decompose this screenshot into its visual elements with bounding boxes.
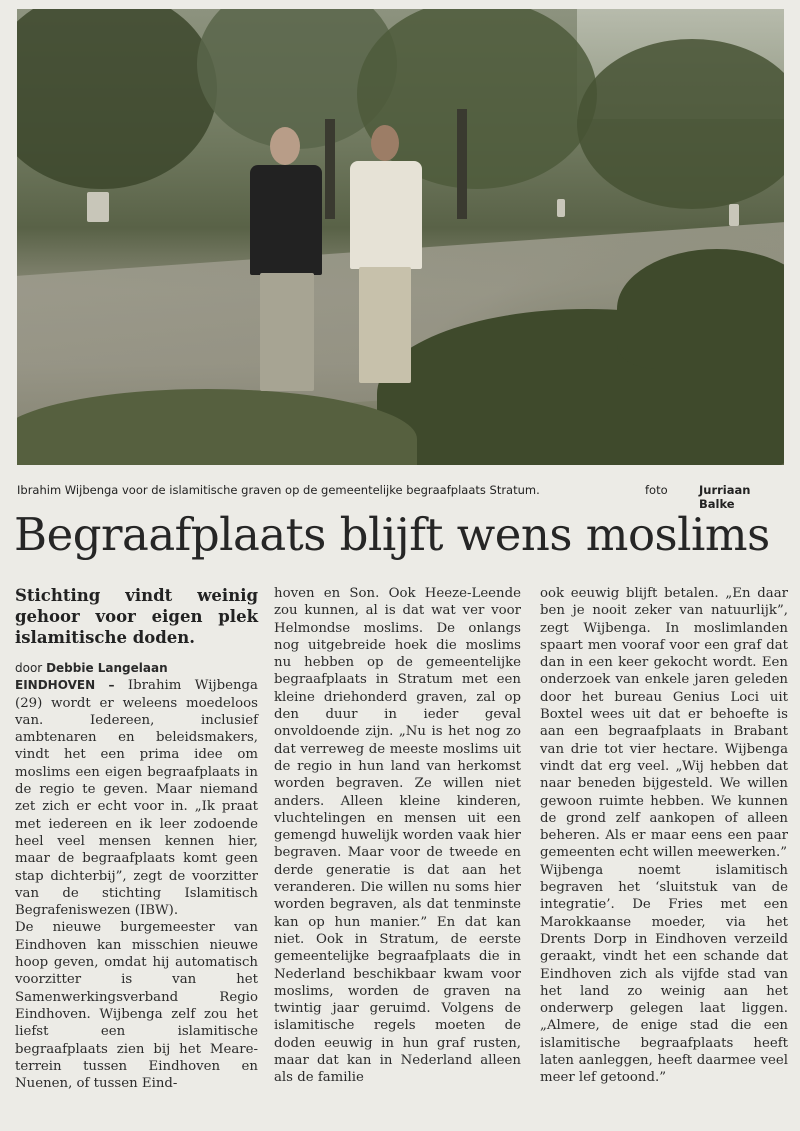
paragraph: De nieuwe burgemeester van Eindhoven kan misschien nieuwe hoop geven, omdat hij automatisch voorzitter is van het Samenwerkingsverband Regio Eindhoven. Wijbenga zelf zou het liefst een islamitische begraafplaats zien bij het Meare-terrein tussen Eindhoven en Nuenen, of tussen Eind- — [15, 920, 258, 1092]
photo-gravestone — [557, 199, 565, 217]
article-photo — [17, 9, 784, 465]
byline — [15, 660, 258, 677]
photo-trunk — [457, 109, 467, 219]
photo-credit-label: foto — [645, 483, 668, 497]
caption-text: Ibrahim Wijbenga voor de islamitische graven op de gemeentelijke begraafplaats Stratum. — [17, 483, 540, 497]
photo-gravestone — [729, 204, 739, 226]
photo-person-left — [242, 127, 332, 397]
byline-prefix: door — [15, 661, 43, 675]
photo-tree — [17, 9, 217, 189]
article-column-2 — [274, 585, 521, 1087]
paragraph — [15, 677, 258, 919]
headline: Begraafplaats blijft wens moslims — [14, 508, 770, 561]
paragraph: hoven en Son. Ook Heeze-Leende zou kunnen, al is dat wat ver voor Helmondse moslims. De onlangs nog uitgebreide hoek die moslims nu hebben op de gemeentelijke begraafplaats in Stratum met een kleine driehonderd graven, zal op den duur in ieder geval onvoldoende zijn. „Nu is het nog zo dat verreweg de meeste moslims uit de regio in hun land van herkomst worden begraven. Ze willen niet anders. Alleen kleine kinderen, vluchtelingen en mensen uit een gemengd huwelijk worden vaak hier begraven. Maar voor de tweede en derde generatie is dat aan het veranderen. Die willen nu soms hier worden begraven, als dat tenminste kan op hun manier.” En dat kan niet. Ook in Stratum, de eerste gemeentelijke begraafplaats die in Nederland beschikbaar kwam voor moslims, worden de graven na twintig jaar geruimd. Volgens de islamitische regels moeten de doden eeuwig in hun graf rusten, maar dat kan in Nederland alleen als de familie — [274, 586, 521, 1086]
byline-author: Debbie Langelaan — [46, 661, 168, 675]
photo-tree — [577, 39, 784, 209]
dateline: EINDHOVEN – — [15, 678, 115, 693]
photo-caption — [17, 483, 784, 511]
paragraph: Wijbenga noemt islamitisch begraven het ‘sluitstuk van de integratie’. De Fries met een Marokkaanse moeder, via het Drents Dorp in Eindhoven verzeild geraakt, vindt het een schande dat Eindhoven zich als vijfde stad van het land zo weinig aan het onderwerp gelegen laat liggen. „Almere, de enige stad die een islamitische begraafplaats heeft laten aanleggen, heeft daarmee veel meer lef getoond.” — [540, 862, 788, 1086]
photo-gravestone — [87, 192, 109, 222]
photo-credit-name: Jurriaan Balke — [699, 483, 751, 511]
article-column-1 — [15, 585, 258, 1092]
paragraph: ook eeuwig blijft betalen. „En daar ben je nooit zeker van natuurlijk”, zegt Wijbenga. In moslimlanden spaart men vooraf voor een graf dat dan in een keer gekocht wordt. Een onderzoek van enkele jaren geleden door het bureau Genius Loci uit Boxtel wees uit dat er behoefte is aan een begraafplaats in Brabant van drie tot vier hectare. Wijbenga vindt dat erg veel. „Wij hebben dat naar beneden bijgesteld. We willen gewoon ruimte hebben. We kunnen de grond zelf aankopen of alleen beheren. Als er maar eens een paar gemeenten echt willen meewerken.” — [540, 586, 788, 861]
photo-person-right — [345, 125, 425, 387]
paragraph-text: Ibrahim Wijbenga (29) wordt er weleens moedeloos van. Iedereen, inclusief ambtenaren en beleidsmakers, vindt het een prima idee om moslims een eigen begraafplaats in de regio te geven. Maar niemand zet zich er echt voor in. „Ik praat met iedereen en ik leer zodoende heel veel mensen kennen hier, maar de begraafplaats komt geen stap dichterbij”, zegt de voorzitter van de stichting Islamitisch Begrafeniswezen (IBW). — [15, 678, 258, 919]
subheadline: Stichting vindt weinig gehoor voor eigen plek islamitische doden. — [15, 586, 258, 647]
article-column-3 — [540, 585, 788, 1087]
